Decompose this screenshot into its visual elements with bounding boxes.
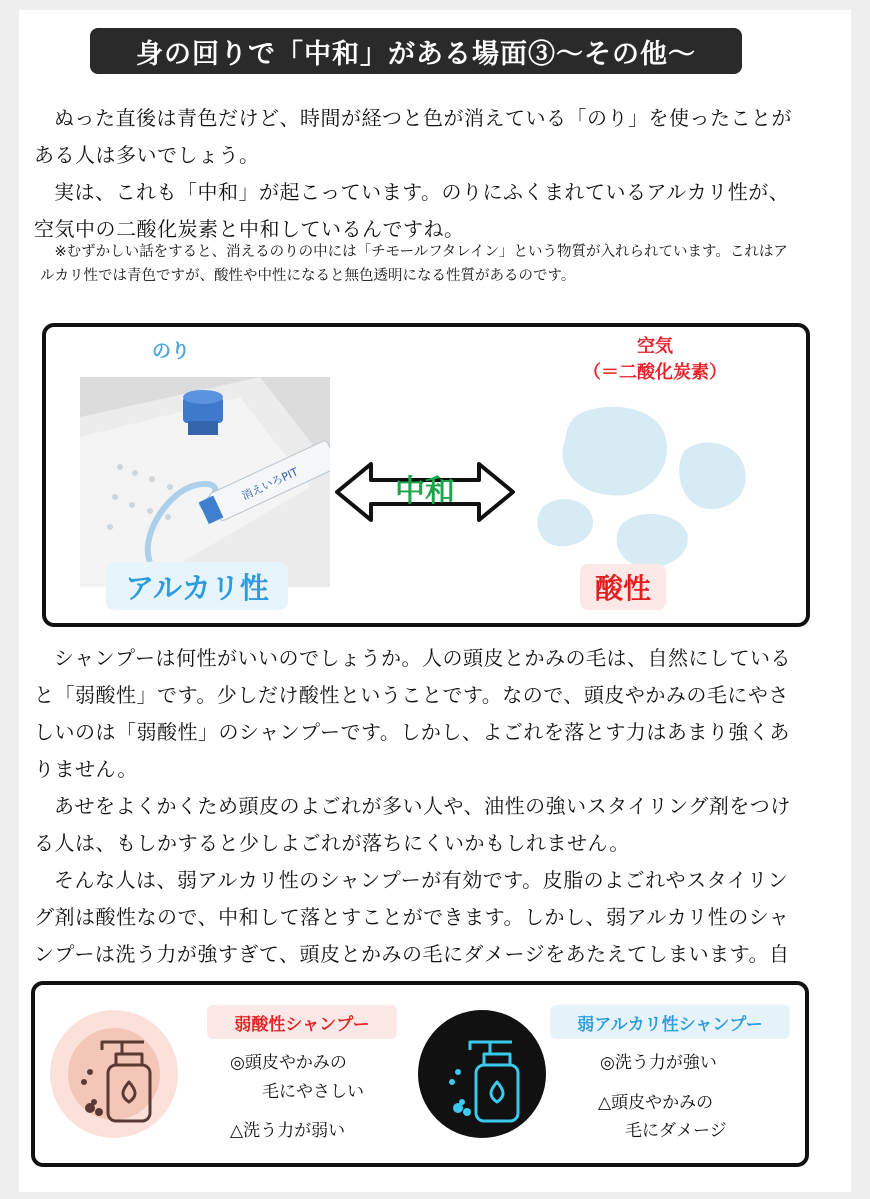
weak-alkali-con-1: △頭皮やかみの <box>598 1093 714 1113</box>
glue-stick-photo <box>80 377 330 587</box>
weak-alkali-con-2: 毛にダメージ <box>625 1121 727 1141</box>
body-paragraph-3: そんな人は、弱アルカリ性のシャンプーが有効です。皮脂のよごれやスタイリング剤は酸性なので、中和して落とすことができます。しかし、弱アルカリ性のシャンプーは洗う力が強すぎて、頭皮とかみの毛にダメージをあたえてしまいます。自 <box>34 868 790 966</box>
shampoo-bottle-icon <box>50 1010 178 1138</box>
body-text <box>34 640 798 1010</box>
carbon-dioxide-clouds <box>515 395 755 575</box>
weak-acid-pro-1: ◎頭皮やかみの <box>230 1053 347 1073</box>
page-title: 身の回りで「中和」がある場面③〜その他〜 <box>90 28 742 74</box>
air-label <box>530 334 780 386</box>
intro-paragraph-1: ぬった直後は青色だけど、時間が経つと色が消えている「のり」を使ったことがある人は多いでしょう。 <box>34 106 792 167</box>
glue-label: のり <box>152 340 191 362</box>
intro-text <box>34 100 798 248</box>
footnote-text: ※むずかしい話をすると、消えるのりの中には「チモールフタレイン」という物質が入れられています。これはアルカリ性では青色ですが、酸性や中性になると無色透明になる性質があるのです。 <box>40 244 788 284</box>
weak-alkali-pro: ◎洗う力が強い <box>600 1053 717 1073</box>
footnote <box>40 240 800 288</box>
intro-paragraph-2: 実は、これも「中和」が起こっています。のりにふくまれているアルカリ性が、空気中の二酸化炭素と中和しているんですね。 <box>34 180 790 241</box>
body-paragraph-2: あせをよくかくため頭皮のよごれが多い人や、油性の強いスタイリング剤をつける人は、もしかすると少しよごれが落ちにくいかもしれません。 <box>34 794 791 855</box>
shampoo-bottle-icon <box>418 1010 546 1138</box>
body-paragraph-1: シャンプーは何性がいいのでしょうか。人の頭皮とかみの毛は、自然にしていると「弱酸性」です。少しだけ酸性ということです。なので、頭皮やかみの毛にやさしいのは「弱酸性」のシャンプーです。しかし、よごれを落とす力はあまり強くありません。 <box>34 646 791 781</box>
weak-acid-pro-2: 毛にやさしい <box>262 1082 364 1102</box>
neutralize-label: 中和 <box>395 474 455 509</box>
air-label-line-2: （＝二酸化炭素） <box>583 362 727 383</box>
alkaline-tag: アルカリ性 <box>106 562 288 610</box>
air-label-line-1: 空気 <box>637 336 673 357</box>
weak-acid-heading: 弱酸性シャンプー <box>207 1005 397 1039</box>
glue-stick-print: 消えいろPIT <box>239 465 301 503</box>
acid-tag: 酸性 <box>580 564 666 610</box>
weak-alkali-heading: 弱アルカリ性シャンプー <box>550 1005 790 1039</box>
weak-acid-con: △洗う力が弱い <box>230 1121 346 1141</box>
